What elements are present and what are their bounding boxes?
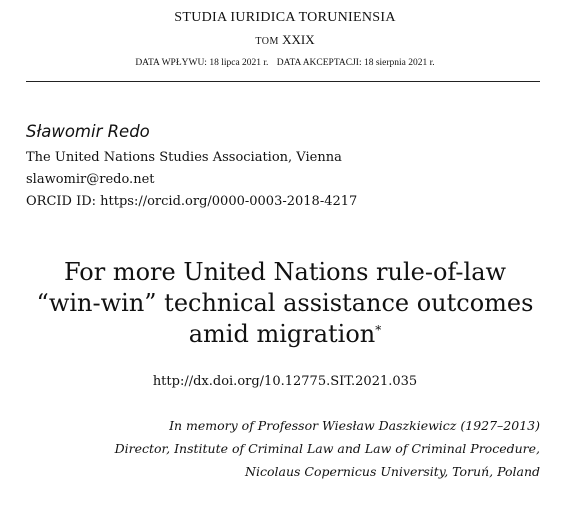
title-line-3 [20, 319, 550, 350]
dedication-line-2: Director, Institute of Criminal Law and Law of Criminal Procedure, [114, 441, 540, 456]
submission-dates [0, 58, 570, 68]
journal-title: STUDIA IURIDICA TORUNIENSIA [174, 10, 396, 25]
header-divider [26, 81, 540, 82]
dedication [20, 414, 540, 483]
author-name: Sławomir Redo [26, 122, 150, 141]
volume-roman: XXIX [282, 32, 315, 47]
dedication-line-3: Nicolaus Copernicus University, Toruń, Poland [245, 464, 540, 479]
author-email[interactable]: slawomir@redo.net [26, 172, 155, 187]
author-affiliation: The United Nations Studies Association, Vienna [26, 150, 342, 165]
title-footnote-mark[interactable]: * [375, 323, 382, 337]
title-line-2: “win-win” technical assistance outcomes [36, 289, 534, 317]
volume-label: TOM [255, 36, 279, 47]
author-orcid[interactable]: ORCID ID: https://orcid.org/0000-0003-2018-4217 [26, 194, 358, 209]
accepted-date: DATA AKCEPTACJI: 18 sierpnia 2021 r. [276, 58, 435, 68]
dedication-line-1: In memory of Professor Wiesław Daszkiewicz (1927–2013) [169, 418, 540, 433]
paper-title [20, 257, 550, 350]
volume-number [0, 32, 570, 48]
title-line-3-text: amid migration [188, 320, 376, 348]
title-line-1: For more United Nations rule-of-law [63, 258, 507, 286]
received-date: DATA WPŁYWU: 18 lipca 2021 r. [135, 58, 269, 68]
doi-link[interactable]: http://dx.doi.org/10.12775.SIT.2021.035 [152, 374, 418, 389]
